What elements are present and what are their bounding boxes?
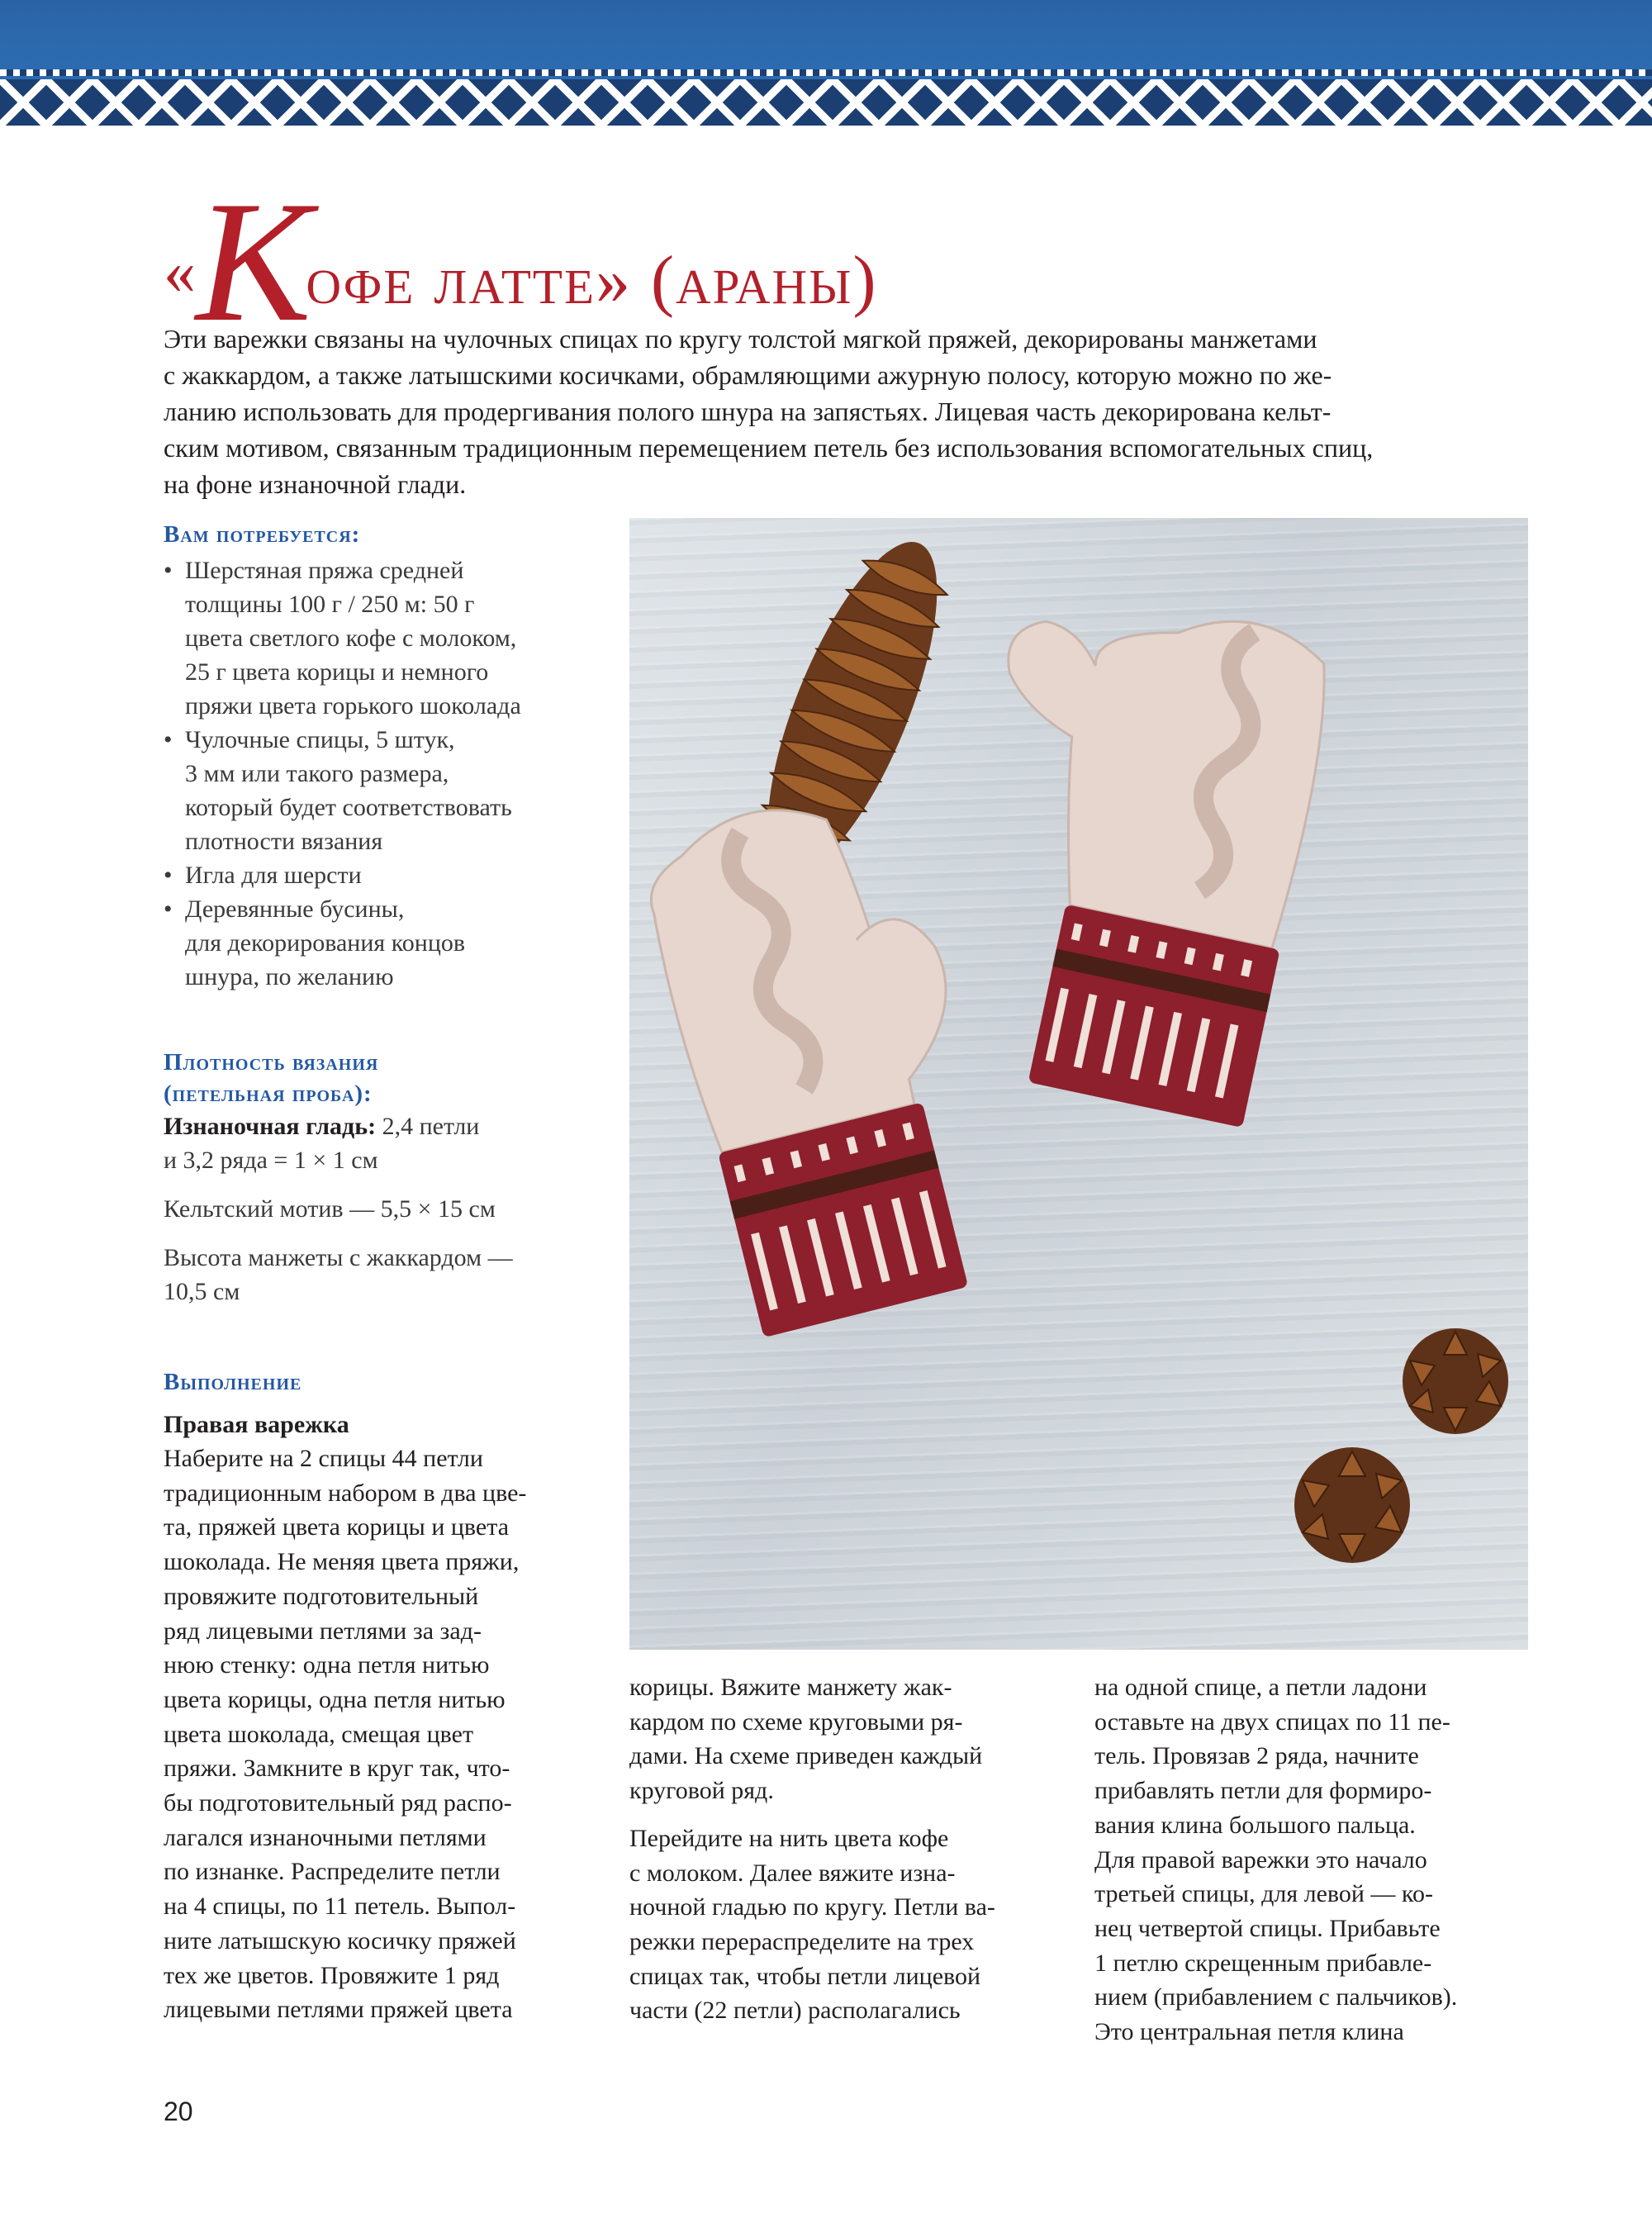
gauge-purl-label: Изнаночная гладь:	[164, 1113, 377, 1140]
text-line: цвета корицы, одна петля нитью	[164, 1685, 506, 1713]
gauge-heading	[164, 1047, 601, 1109]
text-line: третьей спицы, для левой — ко-	[1094, 1880, 1433, 1908]
gauge-purl-value: и 3,2 ряда = 1 × 1 см	[164, 1147, 378, 1174]
list-item	[164, 858, 601, 892]
list-item-line: цвета светлого кофе с молоком,	[185, 625, 517, 652]
list-item	[164, 723, 601, 858]
bullet-icon: •	[164, 557, 173, 584]
text-line: ряд лицевыми петлями за зад-	[164, 1617, 482, 1645]
snowflake-pattern	[0, 79, 1652, 126]
intro-line: ланию использовать для продергивания полого шнура на запястьях. Лицевая часть декорирована кельт-	[164, 397, 1332, 426]
gauge-cuff-line: Высота манжеты с жаккардом —	[164, 1244, 513, 1271]
text-line: шоколада. Не меняя цвета пряжи,	[164, 1548, 520, 1576]
text-line: части (22 петли) располагались	[629, 1997, 961, 2025]
text-line: с молоком. Далее вяжите изна-	[629, 1859, 956, 1887]
list-item-line: пряжи цвета горького шоколада	[185, 692, 521, 720]
gauge-purl	[164, 1109, 601, 1177]
bullet-icon: •	[164, 726, 173, 753]
mittens-illustration	[629, 518, 1528, 1650]
text-line: бы подготовительный ряд распо-	[164, 1789, 512, 1817]
text-line: провяжите подготовительный	[164, 1582, 479, 1610]
text-line: нюю стенку: одна петля нитью	[164, 1651, 490, 1679]
text-line: ночной гладью по кругу. Петли ва-	[629, 1893, 995, 1921]
intro-line: Эти варежки связаны на чулочных спицах по кругу толстой мягкой пряжей, декорированы манжетами	[164, 324, 1317, 354]
text-line: кардом по схеме круговыми ря-	[629, 1707, 963, 1736]
mitten-right	[923, 575, 1346, 1128]
text-line: оставьте на двух спицах по 11 пе-	[1094, 1707, 1450, 1736]
gauge-cuff-line: 10,5 см	[164, 1278, 240, 1305]
intro-paragraph	[164, 321, 1526, 502]
text-line: Наберите на 2 спицы 44 петли	[164, 1445, 483, 1472]
list-item	[164, 553, 601, 723]
gauge-cuff	[164, 1241, 601, 1308]
header-stripe	[0, 69, 1652, 76]
title-open-quote: «	[164, 235, 196, 307]
paragraph	[629, 1670, 1059, 1808]
paragraph	[629, 1821, 1059, 2028]
page-number: 20	[164, 2097, 193, 2126]
text-line: по изнанке. Распределите петли	[164, 1858, 501, 1886]
list-item-line: плотности вязания	[185, 828, 383, 855]
pine-cone-small-2	[1294, 1447, 1410, 1563]
text-line: круговой ряд.	[629, 1777, 774, 1805]
text-line: на 4 спицы, по 11 петель. Выпол-	[164, 1893, 516, 1921]
gauge-celtic: Кельтский мотив — 5,5 × 15 см	[164, 1195, 496, 1223]
text-line: тех же цветов. Провяжите 1 ряд	[164, 1961, 500, 1989]
text-line: пряжи. Замкните в круг так, что-	[164, 1755, 510, 1783]
text-line: лицевыми петлями пряжей цвета	[164, 1996, 513, 2024]
intro-line: с жаккардом, а также латышскими косичками, обрамляющими ажурную полосу, которую можно по же-	[164, 360, 1332, 390]
list-item-line: Игла для шерсти	[185, 862, 362, 889]
execution-column-2	[629, 1670, 1059, 2028]
requirements-heading: Вам потребуется:	[164, 521, 361, 548]
text-line: Для правой варежки это начало	[1094, 1845, 1427, 1874]
text-line: Перейдите на нить цвета кофе	[629, 1824, 949, 1852]
mittens-photo	[629, 518, 1528, 1650]
execution-column-1	[164, 1441, 601, 2027]
execution-subheading: Правая варежка	[164, 1411, 349, 1438]
intro-line: на фоне изнаночной глади.	[164, 469, 467, 499]
list-item	[164, 892, 601, 994]
left-column	[164, 519, 601, 2027]
execution-section	[164, 1366, 601, 2027]
text-line: корицы. Вяжите манжету жак-	[629, 1674, 952, 1701]
text-line: тель. Провязав 2 ряда, начните	[1094, 1742, 1419, 1770]
bullet-icon: •	[164, 895, 173, 923]
gauge-purl-value: 2,4 петли	[376, 1113, 480, 1140]
pine-cone-small-1	[1403, 1328, 1508, 1434]
mitten-left	[634, 777, 1019, 1340]
text-line: режки перераспределите на трех	[629, 1927, 975, 1955]
text-line: Это центральная петля клина	[1094, 2018, 1404, 2046]
list-item-line: для декорирования концов	[185, 929, 466, 957]
text-line: ните латышскую косичку пряжей	[164, 1926, 516, 1954]
list-item-line: Чулочные спицы, 5 штук,	[185, 726, 455, 753]
decorative-header-band	[0, 0, 1652, 126]
text-line: нием (прибавлением с пальчиков).	[1094, 1983, 1458, 2011]
execution-heading: Выполнение	[164, 1369, 302, 1395]
list-item-line: 25 г цвета корицы и немного	[185, 658, 489, 686]
list-item-line: толщины 100 г / 250 м: 50 г	[185, 591, 475, 618]
requirements-list	[164, 553, 601, 994]
list-item-line: Шерстяная пряжа средней	[185, 557, 464, 584]
text-line: та, пряжей цвета корицы и цвета	[164, 1513, 510, 1541]
gauge-heading-line: (петельная проба):	[164, 1081, 373, 1107]
gauge-section	[164, 1047, 601, 1308]
title-rest: офе латте» (араны)	[306, 242, 878, 319]
bullet-icon: •	[164, 862, 173, 889]
text-line: вания клина большого пальца.	[1094, 1811, 1416, 1839]
text-line: дами. На схеме приведен каждый	[629, 1742, 983, 1770]
list-item-line: который будет соответствовать	[185, 794, 512, 821]
title-initial: К	[196, 166, 306, 358]
list-item-line: Деревянные бусины,	[185, 895, 405, 923]
text-line: традиционным набором в два цве-	[164, 1479, 527, 1507]
list-item-line: 3 мм или такого размера,	[185, 760, 449, 787]
text-line: прибавлять петли для формиро-	[1094, 1777, 1432, 1805]
intro-line: ским мотивом, связанным традиционным перемещением петель без использования вспомогательных спиц,	[164, 433, 1374, 463]
text-line: нец четвертой спицы. Прибавьте	[1094, 1914, 1441, 1942]
text-line: цвета шоколада, смещая цвет	[164, 1720, 474, 1748]
text-line: на одной спице, а петли ладони	[1094, 1674, 1427, 1701]
text-line: спицах так, чтобы петли лицевой	[629, 1962, 981, 1990]
list-item-line: шнура, по желанию	[185, 963, 394, 990]
text-line: лагался изнаночными петлями	[164, 1823, 487, 1851]
execution-column-3	[1094, 1670, 1528, 2049]
gauge-heading-line: Плотность вязания	[164, 1049, 379, 1076]
text-line: 1 петлю скрещенным прибавле-	[1094, 1949, 1432, 1977]
